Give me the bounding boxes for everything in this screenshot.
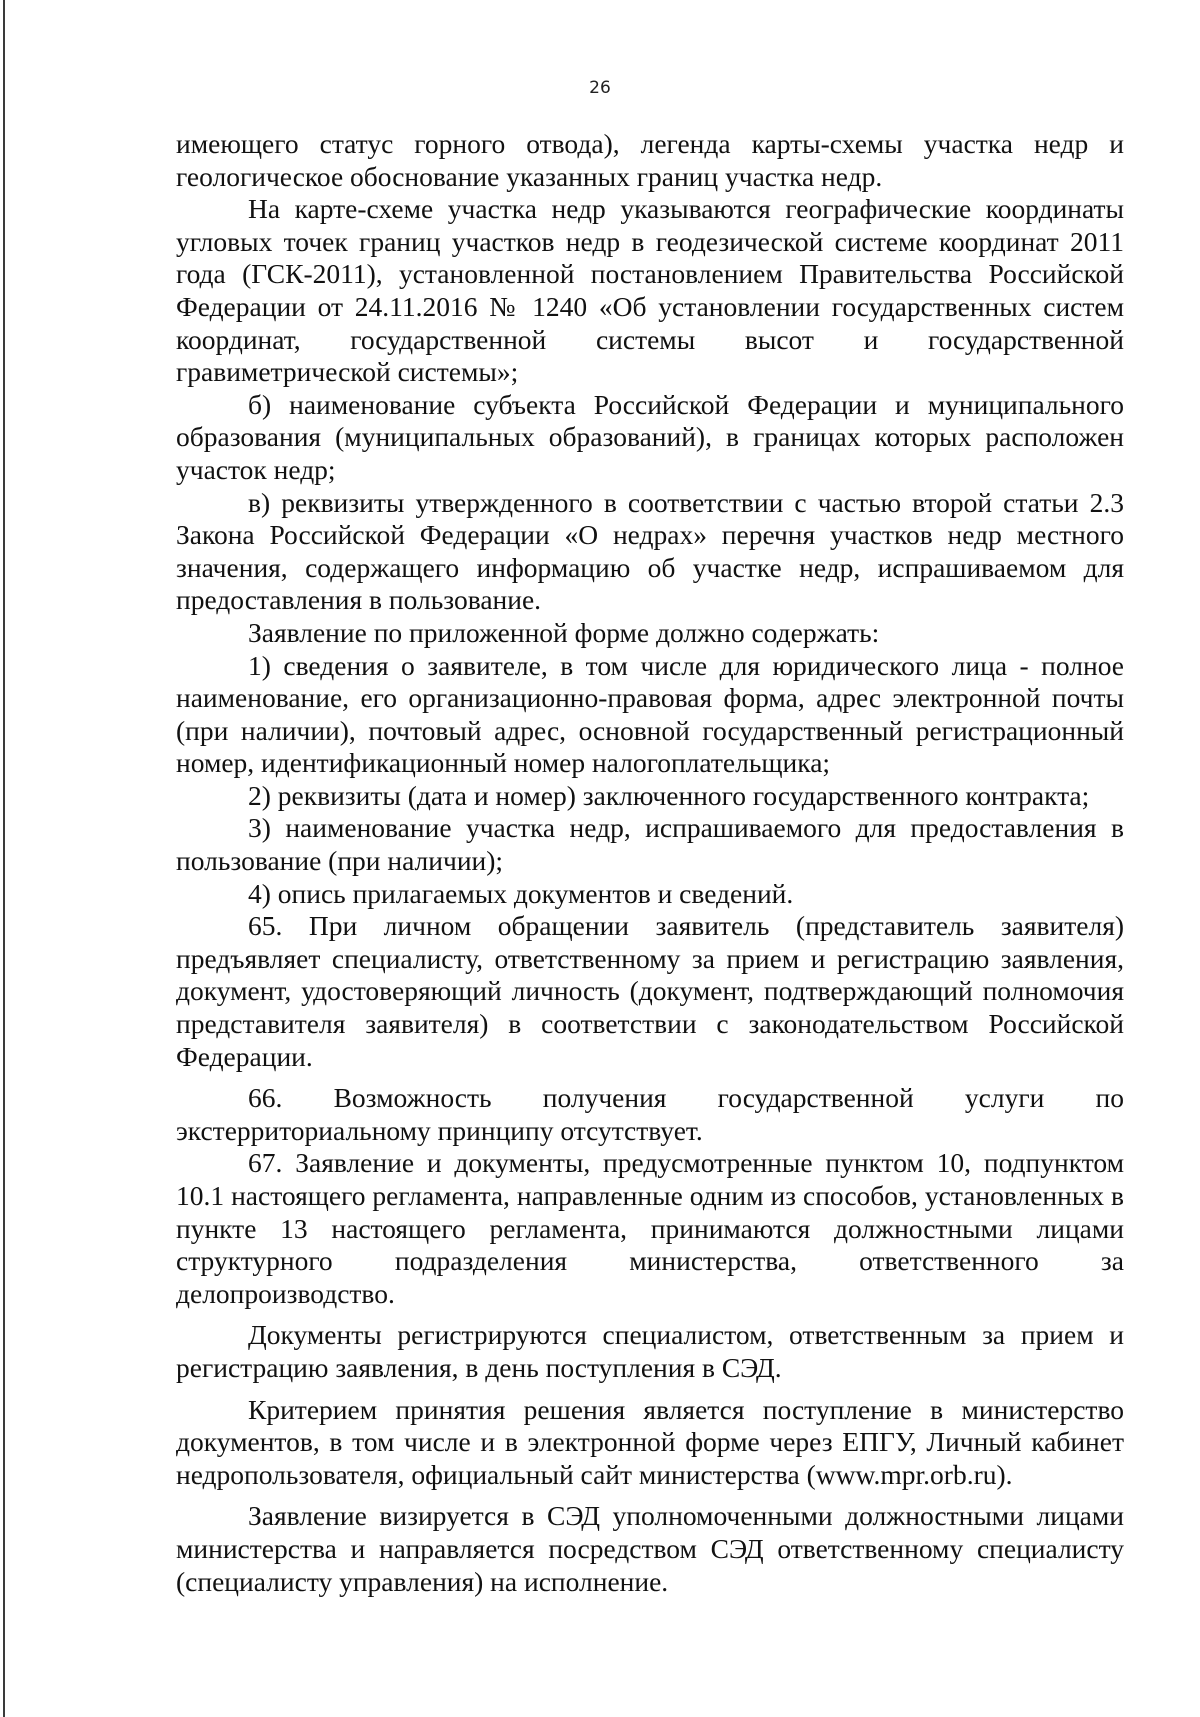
paragraph-continuation: имеющего статус горного отвода), легенда карты-схемы участка недр и геологическое обоснование указанных границ участка недр. [176,128,1124,192]
paragraph-item-4: 4) опись прилагаемых документов и сведений. [248,877,794,909]
paragraph-item-b: б) наименование субъекта Российской Федерации и муниципального образования (муниципальных образований), в границах которых расположен участок недр; [176,388,1124,485]
paragraph-item-2: 2) реквизиты (дата и номер) заключенного государственного контракта; [248,779,1090,811]
paragraph-registration: Документы регистрируются специалистом, ответственным за прием и регистрацию заявления, в день поступления в СЭД. [176,1319,1124,1383]
scan-edge-line [3,0,5,1717]
paragraph-item-v: в) реквизиты утвержденного в соответствии с частью второй статьи 2.3 Закона Российской Федерации «О недрах» перечня участков недр местного значения, содержащего информацию об участке недр, испрашиваемом для предоставления в пользование. [176,486,1124,616]
paragraph-visa: Заявление визируется в СЭД уполномоченными должностными лицами министерства и направляется посредством СЭД ответственному специалисту (специалисту управления) на исполнение. [176,1500,1124,1597]
page-number: 26 [589,78,611,98]
paragraph-map-coordinates: На карте-схеме участка недр указываются географические координаты угловых точек границ участков недр в геодезической системе координат 2011 года (ГСК-2011), установленной постановлением Правительства Российской Федерации от 24.11.2016 № 1240 «Об установлении государственных систем координат, государственной системы высот и государственной гравиметрической системы»; [176,193,1124,388]
paragraph-criterion: Критерием принятия решения является поступление в министерство документов, в том числе и в электронной форме через ЕПГУ, Личный кабинет недропользователя, официальный сайт министерства (www.mpr.orb.ru). [176,1393,1124,1490]
paragraph-67: 67. Заявление и документы, предусмотренные пунктом 10, подпунктом 10.1 настоящего регламента, направленные одним из способов, установленных в пункте 13 настоящего регламента, принимаются должностными лицами структурного подразделения министерства, ответственного за делопроизводство. [176,1147,1124,1309]
paragraph-application-contents: Заявление по приложенной форме должно содержать: [248,616,880,648]
paragraph-65: 65. При личном обращении заявитель (представитель заявителя) предъявляет специалисту, ответственному за прием и регистрацию заявления, документ, удостоверяющий личность (документ, подтверждающий полномочия представителя заявителя) в соответствии с законодательством Российской Федерации. [176,910,1124,1072]
paragraph-item-3: 3) наименование участка недр, испрашиваемого для предоставления в пользование (при наличии); [176,812,1124,877]
paragraph-66: 66. Возможность получения государственной услуги по экстерриториальному принципу отсутствует. [176,1082,1124,1146]
paragraph-item-1: 1) сведения о заявителе, в том числе для юридического лица - полное наименование, его организационно-правовая форма, адрес электронной почты (при наличии), почтовый адрес, основной государственный регистрационный номер, идентификационный номер налогоплательщика; [176,649,1124,779]
document-body [176,128,1124,1598]
